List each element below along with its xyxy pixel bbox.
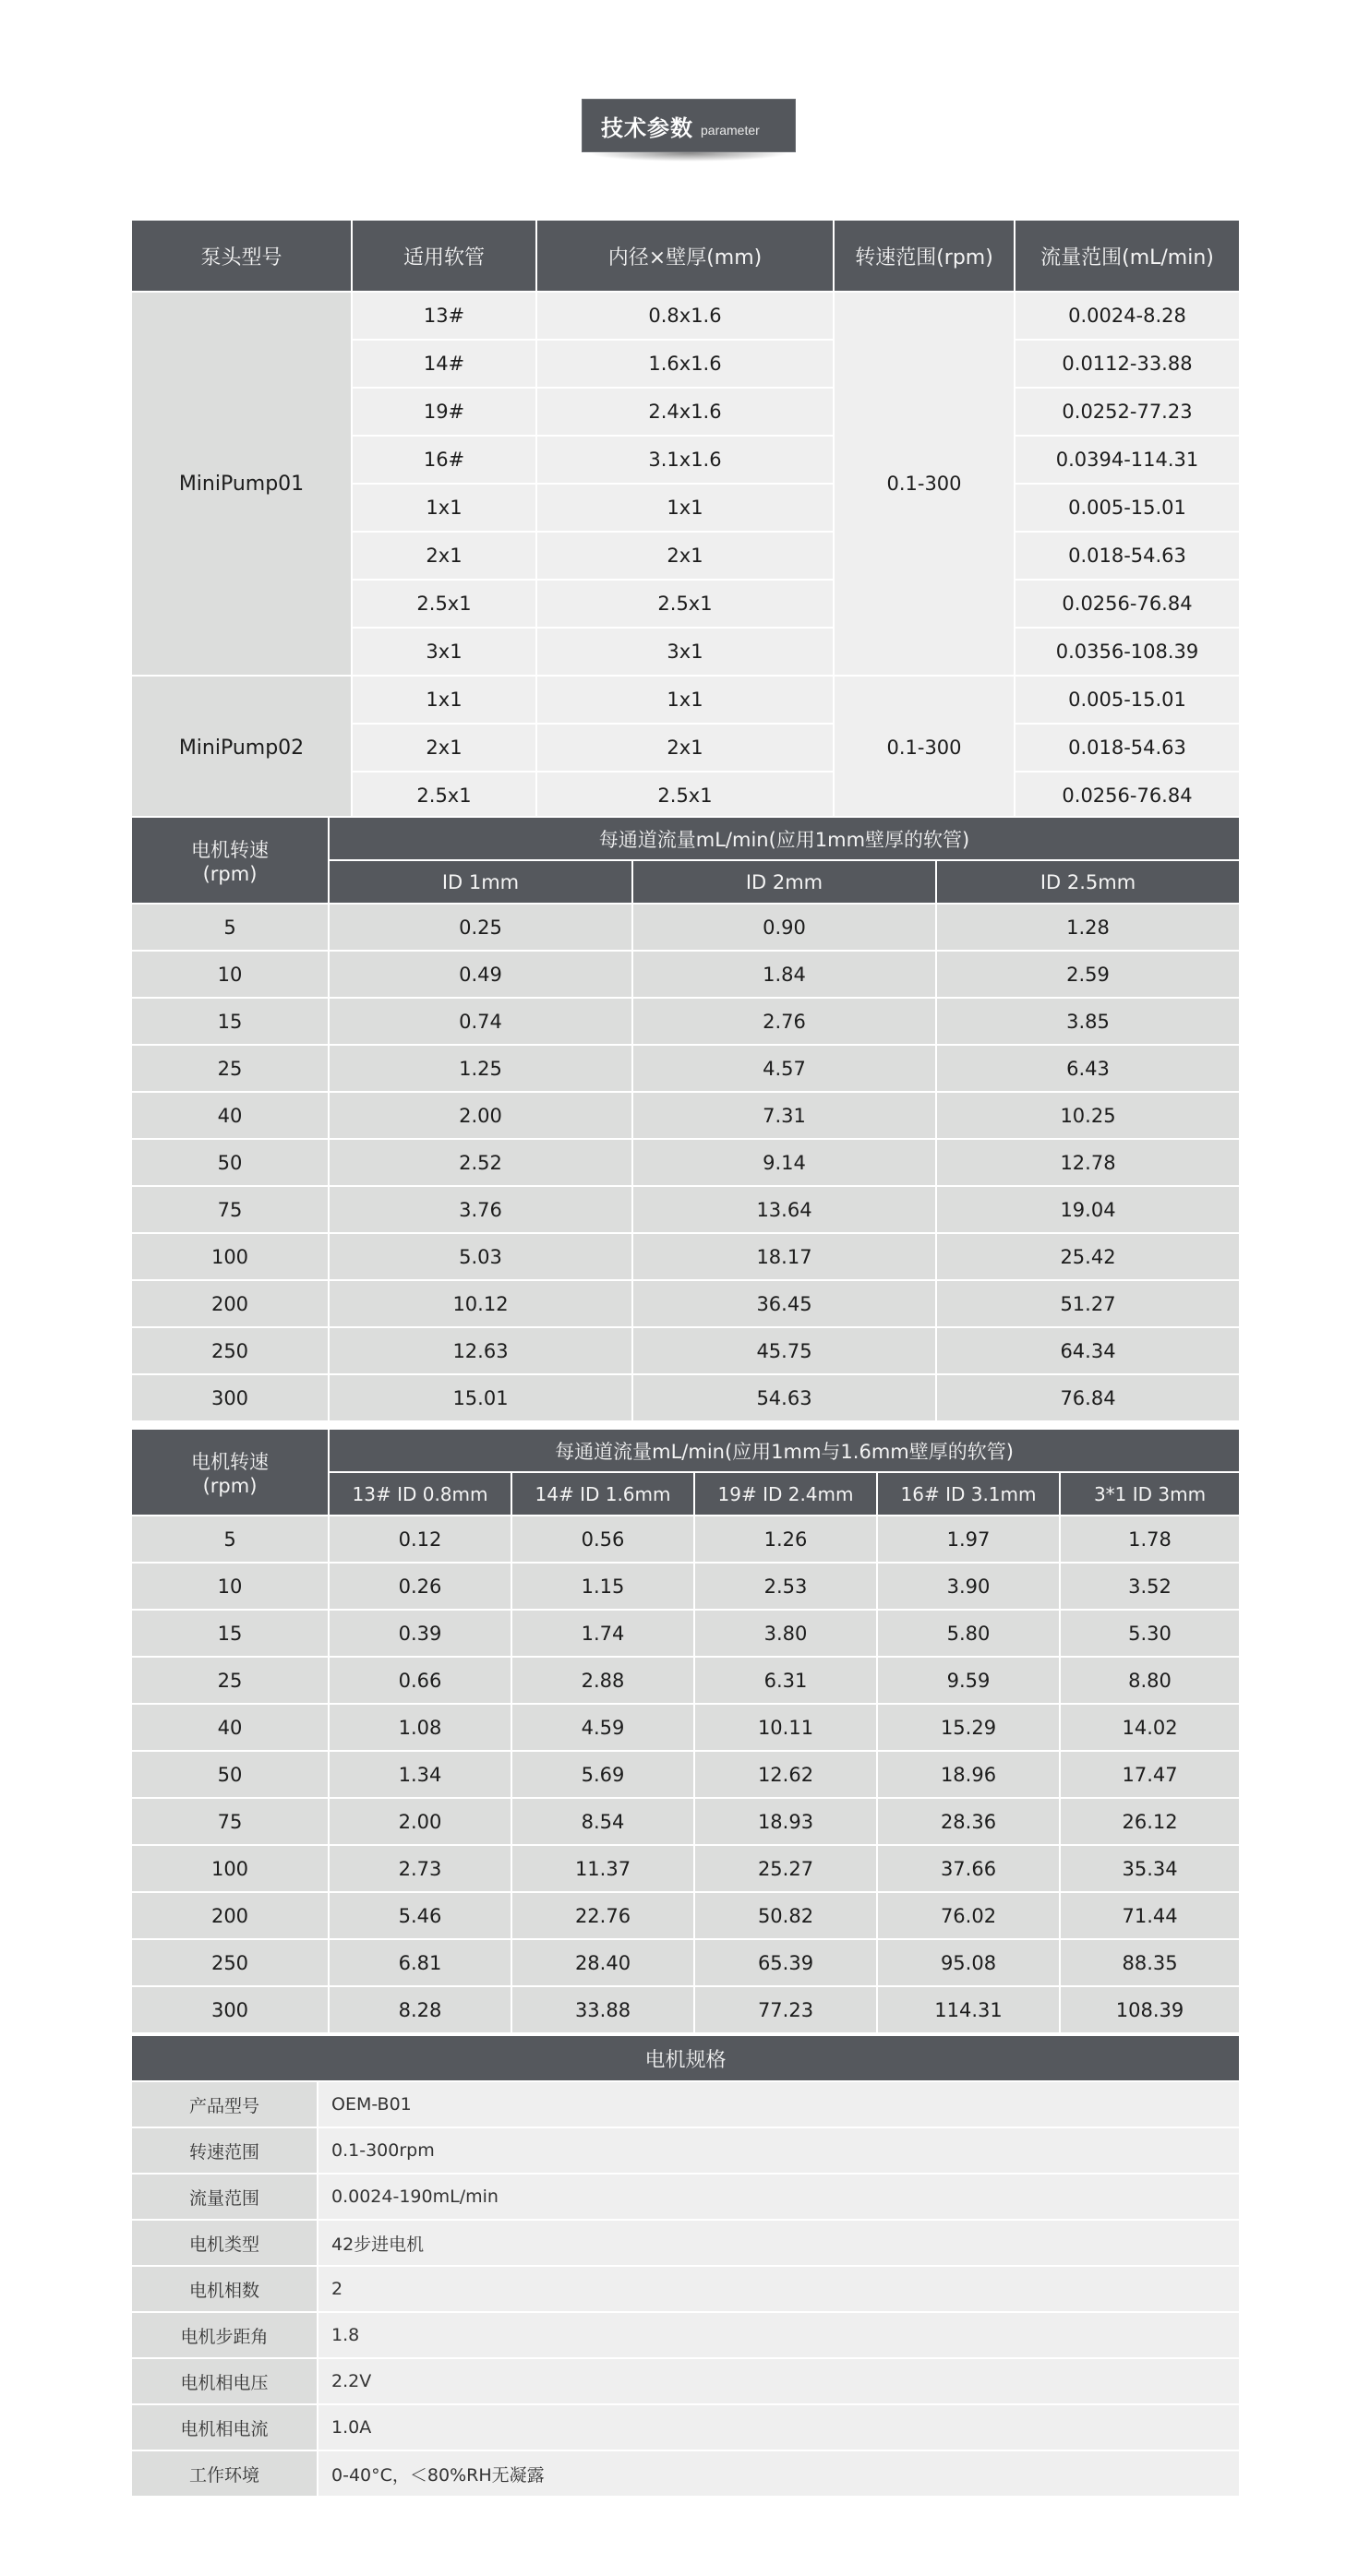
flow-value-cell: 64.34 xyxy=(936,1327,1240,1374)
title-box xyxy=(582,99,796,152)
flow-table-mixed-wall xyxy=(130,1428,1241,2034)
size-cell: 1.6x1.6 xyxy=(536,340,834,388)
flow-value-cell: 17.47 xyxy=(1060,1751,1240,1798)
flow-value-cell: 0.12 xyxy=(329,1516,511,1563)
size-cell: 1x1 xyxy=(536,484,834,532)
pump-model-cell: MiniPump01 xyxy=(131,292,352,676)
flow-value-cell: 6.31 xyxy=(694,1657,877,1704)
flow-value-cell: 22.76 xyxy=(511,1892,694,1939)
flow-value-cell: 2.73 xyxy=(329,1845,511,1892)
motor-spec-row xyxy=(131,2220,1240,2266)
flow-value-cell: 25.27 xyxy=(694,1845,877,1892)
spec-label: 产品型号 xyxy=(131,2081,318,2127)
flow-value-cell: 10.11 xyxy=(694,1704,877,1751)
flow-table-row xyxy=(131,951,1240,998)
motor-spec-row xyxy=(131,2404,1240,2450)
pump-model-cell: MiniPump02 xyxy=(131,676,352,820)
flow-value-cell: 0.90 xyxy=(632,904,936,951)
tube-cell: 2.5x1 xyxy=(352,580,536,628)
flow-range-cell: 0.0394-114.31 xyxy=(1015,436,1240,484)
flow-value-cell: 1.26 xyxy=(694,1516,877,1563)
spec-label: 电机步距角 xyxy=(131,2312,318,2358)
header-motor-speed xyxy=(131,1429,329,1516)
flow-table-row xyxy=(131,1280,1240,1327)
spec-value: 0.1-300rpm xyxy=(318,2127,1240,2174)
tube-cell: 14# xyxy=(352,340,536,388)
header-tube-14: 14# ID 1.6mm xyxy=(511,1472,694,1516)
spec-label: 电机类型 xyxy=(131,2220,318,2266)
flow-value-cell: 14.02 xyxy=(1060,1704,1240,1751)
flow-value-cell: 3.76 xyxy=(329,1186,632,1233)
header-motor-speed xyxy=(131,817,329,904)
flow-table-row xyxy=(131,1045,1240,1092)
flow-value-cell: 50.82 xyxy=(694,1892,877,1939)
flow-table-row xyxy=(131,1563,1240,1610)
flow-value-cell: 9.14 xyxy=(632,1139,936,1186)
rpm-cell: 10 xyxy=(131,951,329,998)
flow-value-cell: 1.97 xyxy=(877,1516,1060,1563)
flow-table-row xyxy=(131,1845,1240,1892)
flow-value-cell: 2.76 xyxy=(632,998,936,1045)
tube-cell: 16# xyxy=(352,436,536,484)
flow-value-cell: 12.62 xyxy=(694,1751,877,1798)
rpm-cell: 25 xyxy=(131,1657,329,1704)
flow-table-row xyxy=(131,1092,1240,1139)
header-flow-range: 流量范围(mL/min) xyxy=(1015,220,1240,292)
flow-value-cell: 5.03 xyxy=(329,1233,632,1280)
flow-range-cell: 0.0356-108.39 xyxy=(1015,628,1240,676)
flow-value-cell: 2.00 xyxy=(329,1798,511,1845)
flow-value-cell: 3.52 xyxy=(1060,1563,1240,1610)
rpm-cell: 5 xyxy=(131,1516,329,1563)
flow-table-row xyxy=(131,1704,1240,1751)
spec-label: 工作环境 xyxy=(131,2450,318,2497)
flow-value-cell: 77.23 xyxy=(694,1986,877,2033)
size-cell: 0.8x1.6 xyxy=(536,292,834,340)
flow-value-cell: 19.04 xyxy=(936,1186,1240,1233)
spec-label: 电机相电流 xyxy=(131,2404,318,2450)
tube-cell: 2.5x1 xyxy=(352,772,536,820)
flow-value-cell: 0.49 xyxy=(329,951,632,998)
flow-value-cell: 8.54 xyxy=(511,1798,694,1845)
flow-value-cell: 15.29 xyxy=(877,1704,1060,1751)
rpm-cell: 200 xyxy=(131,1892,329,1939)
motor-spec-row xyxy=(131,2081,1240,2127)
header-motor-speed-label: 电机转速 xyxy=(191,1451,269,1473)
flow-value-cell: 4.57 xyxy=(632,1045,936,1092)
spec-value: 1.0A xyxy=(318,2404,1240,2450)
spec-value: 2 xyxy=(318,2266,1240,2312)
flow-range-cell: 0.018-54.63 xyxy=(1015,532,1240,580)
flow-table-row xyxy=(131,1186,1240,1233)
flow-value-cell: 2.00 xyxy=(329,1092,632,1139)
motor-spec-row xyxy=(131,2266,1240,2312)
flow-value-cell: 28.40 xyxy=(511,1939,694,1986)
flow-value-cell: 7.31 xyxy=(632,1092,936,1139)
pump-table-row xyxy=(131,676,1240,724)
spec-label: 流量范围 xyxy=(131,2174,318,2220)
flow-table-1mm-header-top xyxy=(131,817,1240,860)
flow-value-cell: 2.52 xyxy=(329,1139,632,1186)
flow-value-cell: 18.96 xyxy=(877,1751,1060,1798)
flow-range-cell: 0.0112-33.88 xyxy=(1015,340,1240,388)
flow-table-mixed-header-top xyxy=(131,1429,1240,1472)
flow-value-cell: 76.02 xyxy=(877,1892,1060,1939)
size-cell: 3.1x1.6 xyxy=(536,436,834,484)
flow-value-cell: 35.34 xyxy=(1060,1845,1240,1892)
flow-table-row xyxy=(131,1986,1240,2033)
flow-table-row xyxy=(131,1751,1240,1798)
motor-spec-header-row xyxy=(131,2035,1240,2081)
rpm-cell: 50 xyxy=(131,1751,329,1798)
tube-cell: 2x1 xyxy=(352,532,536,580)
spec-value: 0-40°C，＜80%RH无凝露 xyxy=(318,2450,1240,2497)
title-english: parameter xyxy=(701,123,760,138)
rpm-cell: 100 xyxy=(131,1845,329,1892)
pump-table-row xyxy=(131,292,1240,340)
size-cell: 2.4x1.6 xyxy=(536,388,834,436)
flow-value-cell: 18.17 xyxy=(632,1233,936,1280)
title-chinese: 技术参数 xyxy=(601,114,693,141)
flow-value-cell: 1.25 xyxy=(329,1045,632,1092)
tube-cell: 13# xyxy=(352,292,536,340)
flow-table-row xyxy=(131,1939,1240,1986)
flow-value-cell: 0.26 xyxy=(329,1563,511,1610)
header-speed-range: 转速范围(rpm) xyxy=(834,220,1015,292)
flow-value-cell: 0.56 xyxy=(511,1516,694,1563)
flow-table-row xyxy=(131,904,1240,951)
header-inner-diameter-wall: 内径×壁厚(mm) xyxy=(536,220,834,292)
flow-value-cell: 8.80 xyxy=(1060,1657,1240,1704)
flow-value-cell: 12.63 xyxy=(329,1327,632,1374)
flow-value-cell: 9.59 xyxy=(877,1657,1060,1704)
flow-value-cell: 65.39 xyxy=(694,1939,877,1986)
size-cell: 2x1 xyxy=(536,724,834,772)
flow-range-cell: 0.0252-77.23 xyxy=(1015,388,1240,436)
pump-head-table xyxy=(130,219,1241,821)
header-motor-speed-label: 电机转速 xyxy=(191,839,269,861)
size-cell: 2.5x1 xyxy=(536,772,834,820)
speed-range-cell: 0.1-300 xyxy=(834,292,1015,676)
flow-value-cell: 36.45 xyxy=(632,1280,936,1327)
flow-value-cell: 45.75 xyxy=(632,1327,936,1374)
header-id-2-5mm: ID 2.5mm xyxy=(936,860,1240,904)
flow-range-cell: 0.0256-76.84 xyxy=(1015,772,1240,820)
header-motor-speed-unit: (rpm) xyxy=(202,863,258,885)
flow-value-cell: 4.59 xyxy=(511,1704,694,1751)
size-cell: 2x1 xyxy=(536,532,834,580)
flow-value-cell: 26.12 xyxy=(1060,1798,1240,1845)
rpm-cell: 40 xyxy=(131,1092,329,1139)
flow-range-cell: 0.018-54.63 xyxy=(1015,724,1240,772)
tube-cell: 19# xyxy=(352,388,536,436)
flow-value-cell: 8.28 xyxy=(329,1986,511,2033)
flow-value-cell: 0.25 xyxy=(329,904,632,951)
spec-label: 电机相数 xyxy=(131,2266,318,2312)
flow-value-cell: 6.81 xyxy=(329,1939,511,1986)
size-cell: 3x1 xyxy=(536,628,834,676)
motor-spec-row xyxy=(131,2450,1240,2497)
flow-value-cell: 10.25 xyxy=(936,1092,1240,1139)
flow-value-cell: 10.12 xyxy=(329,1280,632,1327)
flow-table-row xyxy=(131,1139,1240,1186)
rpm-cell: 10 xyxy=(131,1563,329,1610)
header-flow-per-channel: 每通道流量mL/min(应用1mm与1.6mm壁厚的软管) xyxy=(329,1429,1240,1472)
flow-value-cell: 2.88 xyxy=(511,1657,694,1704)
header-motor-speed-unit: (rpm) xyxy=(202,1475,258,1497)
flow-value-cell: 71.44 xyxy=(1060,1892,1240,1939)
flow-value-cell: 95.08 xyxy=(877,1939,1060,1986)
flow-value-cell: 18.93 xyxy=(694,1798,877,1845)
spec-value: 2.2V xyxy=(318,2358,1240,2404)
section-title-banner xyxy=(582,99,796,152)
flow-value-cell: 3.80 xyxy=(694,1610,877,1657)
flow-range-cell: 0.0024-8.28 xyxy=(1015,292,1240,340)
header-flow-per-channel: 每通道流量mL/min(应用1mm壁厚的软管) xyxy=(329,817,1240,860)
size-cell: 1x1 xyxy=(536,676,834,724)
flow-table-row xyxy=(131,1327,1240,1374)
flow-table-row xyxy=(131,1516,1240,1563)
flow-table-1mm-wall xyxy=(130,816,1241,1422)
tube-cell: 1x1 xyxy=(352,676,536,724)
flow-value-cell: 6.43 xyxy=(936,1045,1240,1092)
flow-value-cell: 37.66 xyxy=(877,1845,1060,1892)
flow-value-cell: 108.39 xyxy=(1060,1986,1240,2033)
spec-label: 转速范围 xyxy=(131,2127,318,2174)
header-tube-19: 19# ID 2.4mm xyxy=(694,1472,877,1516)
header-tube-13: 13# ID 0.8mm xyxy=(329,1472,511,1516)
flow-value-cell: 1.78 xyxy=(1060,1516,1240,1563)
flow-value-cell: 12.78 xyxy=(936,1139,1240,1186)
spec-value: OEM-B01 xyxy=(318,2081,1240,2127)
flow-value-cell: 5.46 xyxy=(329,1892,511,1939)
header-tube-3x1: 3*1 ID 3mm xyxy=(1060,1472,1240,1516)
rpm-cell: 200 xyxy=(131,1280,329,1327)
flow-table-row xyxy=(131,1798,1240,1845)
header-id-1mm: ID 1mm xyxy=(329,860,632,904)
rpm-cell: 25 xyxy=(131,1045,329,1092)
flow-value-cell: 11.37 xyxy=(511,1845,694,1892)
flow-value-cell: 1.08 xyxy=(329,1704,511,1751)
flow-value-cell: 1.28 xyxy=(936,904,1240,951)
flow-table-row xyxy=(131,1657,1240,1704)
flow-value-cell: 1.34 xyxy=(329,1751,511,1798)
flow-value-cell: 25.42 xyxy=(936,1233,1240,1280)
motor-spec-row xyxy=(131,2312,1240,2358)
tube-cell: 2x1 xyxy=(352,724,536,772)
flow-table-row xyxy=(131,998,1240,1045)
rpm-cell: 40 xyxy=(131,1704,329,1751)
flow-value-cell: 3.85 xyxy=(936,998,1240,1045)
flow-value-cell: 15.01 xyxy=(329,1374,632,1421)
flow-value-cell: 76.84 xyxy=(936,1374,1240,1421)
flow-value-cell: 114.31 xyxy=(877,1986,1060,2033)
motor-spec-row xyxy=(131,2174,1240,2220)
motor-spec-header: 电机规格 xyxy=(131,2035,1240,2081)
rpm-cell: 50 xyxy=(131,1139,329,1186)
rpm-cell: 15 xyxy=(131,998,329,1045)
flow-value-cell: 0.66 xyxy=(329,1657,511,1704)
rpm-cell: 250 xyxy=(131,1327,329,1374)
tube-cell: 1x1 xyxy=(352,484,536,532)
flow-table-row xyxy=(131,1892,1240,1939)
flow-value-cell: 1.15 xyxy=(511,1563,694,1610)
header-id-2mm: ID 2mm xyxy=(632,860,936,904)
flow-value-cell: 54.63 xyxy=(632,1374,936,1421)
spec-value: 0.0024-190mL/min xyxy=(318,2174,1240,2220)
flow-value-cell: 33.88 xyxy=(511,1986,694,2033)
flow-table-row xyxy=(131,1374,1240,1421)
header-pump-model: 泵头型号 xyxy=(131,220,352,292)
motor-spec-row xyxy=(131,2127,1240,2174)
rpm-cell: 15 xyxy=(131,1610,329,1657)
tube-cell: 3x1 xyxy=(352,628,536,676)
flow-value-cell: 28.36 xyxy=(877,1798,1060,1845)
header-tube: 适用软管 xyxy=(352,220,536,292)
flow-range-cell: 0.005-15.01 xyxy=(1015,484,1240,532)
flow-value-cell: 2.53 xyxy=(694,1563,877,1610)
rpm-cell: 5 xyxy=(131,904,329,951)
flow-value-cell: 2.59 xyxy=(936,951,1240,998)
rpm-cell: 75 xyxy=(131,1798,329,1845)
flow-range-cell: 0.0256-76.84 xyxy=(1015,580,1240,628)
flow-range-cell: 0.005-15.01 xyxy=(1015,676,1240,724)
rpm-cell: 300 xyxy=(131,1374,329,1421)
flow-table-row xyxy=(131,1610,1240,1657)
size-cell: 2.5x1 xyxy=(536,580,834,628)
flow-table-row xyxy=(131,1233,1240,1280)
rpm-cell: 250 xyxy=(131,1939,329,1986)
rpm-cell: 75 xyxy=(131,1186,329,1233)
flow-value-cell: 51.27 xyxy=(936,1280,1240,1327)
rpm-cell: 100 xyxy=(131,1233,329,1280)
flow-value-cell: 1.84 xyxy=(632,951,936,998)
flow-value-cell: 88.35 xyxy=(1060,1939,1240,1986)
flow-value-cell: 5.69 xyxy=(511,1751,694,1798)
flow-value-cell: 0.74 xyxy=(329,998,632,1045)
rpm-cell: 300 xyxy=(131,1986,329,2033)
flow-value-cell: 5.80 xyxy=(877,1610,1060,1657)
spec-value: 1.8 xyxy=(318,2312,1240,2358)
flow-value-cell: 13.64 xyxy=(632,1186,936,1233)
motor-spec-table xyxy=(130,2034,1241,2498)
header-tube-16: 16# ID 3.1mm xyxy=(877,1472,1060,1516)
spec-value: 42步进电机 xyxy=(318,2220,1240,2266)
motor-spec-row xyxy=(131,2358,1240,2404)
flow-value-cell: 1.74 xyxy=(511,1610,694,1657)
spec-label: 电机相电压 xyxy=(131,2358,318,2404)
flow-value-cell: 5.30 xyxy=(1060,1610,1240,1657)
pump-table-header-row xyxy=(131,220,1240,292)
speed-range-cell: 0.1-300 xyxy=(834,676,1015,820)
flow-value-cell: 0.39 xyxy=(329,1610,511,1657)
flow-value-cell: 3.90 xyxy=(877,1563,1060,1610)
